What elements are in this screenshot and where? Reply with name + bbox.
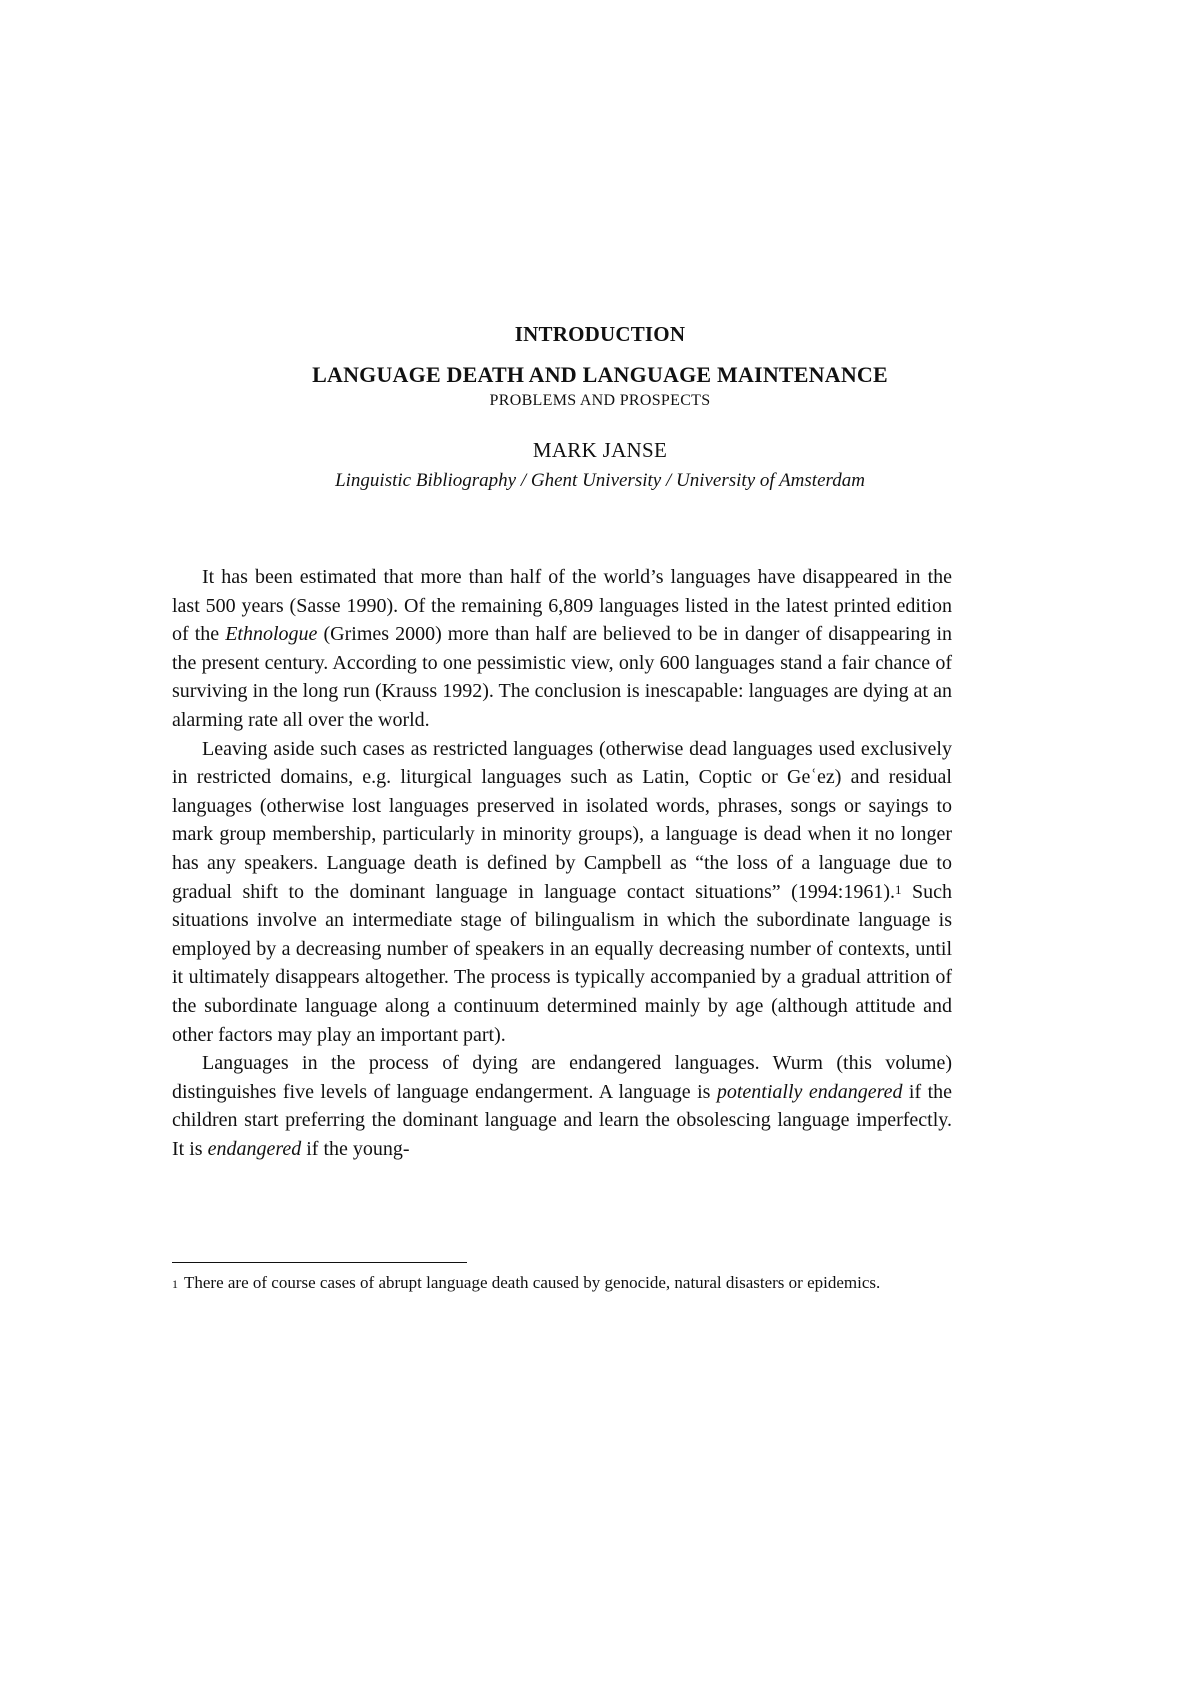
p3-text-b: if the children start preferring the dominant language and learn the obsolescing language imperfectly. It is (172, 1080, 953, 1160)
p3-text-a: Languages in the process of dying are endangered languages. Wurm (this volume) distinguishes five levels of language endangerment. A language is (172, 1052, 952, 1103)
footnote-reference[interactable]: 1 (895, 881, 902, 897)
p3-emphasis-potentially-endangered: potentially endangered (716, 1080, 903, 1103)
p1-emphasis-ethnologue: Ethnologue (225, 623, 318, 646)
body-text (172, 563, 952, 1163)
article-subtitle: PROBLEMS AND PROSPECTS (489, 392, 711, 409)
author-affiliation: Linguistic Bibliography / Ghent University / University of Amsterdam (335, 470, 865, 491)
footnote (172, 1271, 952, 1295)
p2-text-b: Such situations involve an intermediate stage of bilingualism in which the subordinate language is employed by a decreasing number of speakers in an equally decreasing number of contexts, until it ultimately disappears altogether. The process is typically accompanied by a gradual attrition of the subordinate language along a continuum determined mainly by age (although attitude and other factors may play an important part). (172, 880, 952, 1046)
p1-text-a: It has been estimated that more than half of the world’s languages have disappeared in the last 500 years (Sasse 1990). Of the remaining 6,809 languages listed in the latest printed edition of the (172, 566, 952, 646)
p1-text-b: (Grimes 2000) more than half are believed to be in danger of disappearing in the present century. According to one pessimistic view, only 600 languages stand a fair chance of surviving in the long run (Krauss 1992). The conclusion is inescapable: languages are dying at an alarming rate all over the world. (172, 623, 953, 731)
section-label: INTRODUCTION (514, 322, 686, 346)
footnote-marker: 1 (172, 1277, 178, 1291)
p2-text-a: Leaving aside such cases as restricted languages (otherwise dead languages used exclusively in restricted domains, e.g. liturgical languages such as Latin, Coptic or Geʿez) and residual languages (otherwise lost languages preserved in isolated words, phrases, songs or sayings to mark group membership, particularly in minority groups), a language is dead when it no longer has any speakers. Language death is defined by Campbell as “the loss of a language due to gradual shift to the dominant language in language contact situations” (1994:1961). (172, 737, 952, 903)
p3-emphasis-endangered: endangered (207, 1137, 302, 1160)
footnote-text: There are of course cases of abrupt language death caused by genocide, natural disasters or epidemics. (184, 1273, 881, 1292)
author-name: MARK JANSE (532, 438, 668, 462)
article-title: LANGUAGE DEATH AND LANGUAGE MAINTENANCE (312, 362, 888, 387)
paragraph-2 (172, 735, 952, 1050)
paragraph-1 (172, 563, 952, 735)
paragraph-3 (172, 1049, 952, 1163)
p3-text-c: if the young- (301, 1137, 410, 1160)
footnote-divider (172, 1262, 467, 1263)
